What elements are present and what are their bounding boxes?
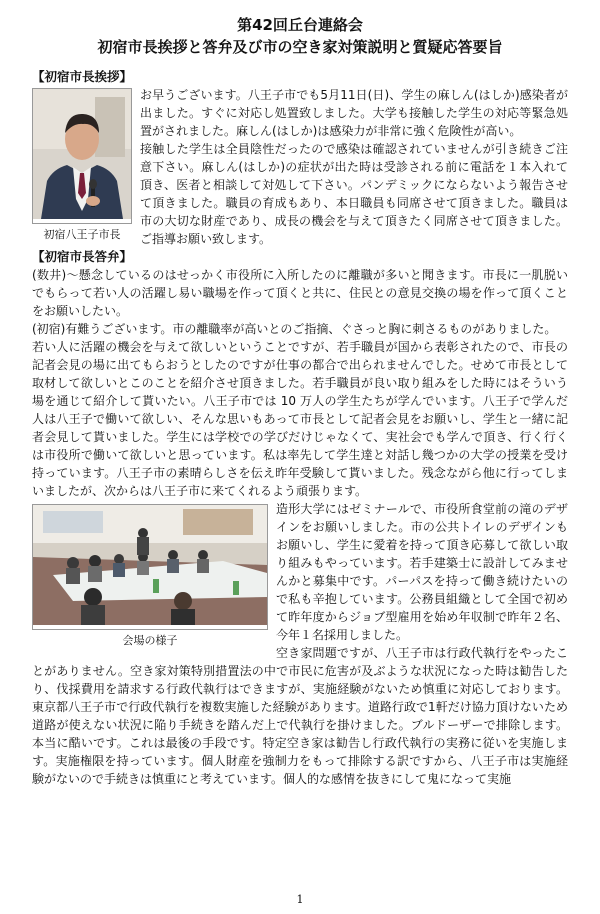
answers-paragraph-design: 造形大学にはゼミナールで、市役所食堂前の滝のデザインをお願いしました。市の公共トイレのデザインもお願いし、学生に愛着を持って頂き応募して欲しい取り組みもやっています。若手建築士に設計してみませんかと募集中です。パーパスを持って働き続けたいので私も辛抱しています。公務員組織として全国で初めて昨年度からジョブ型雇用を始め年収制で昨年２名、今年１名採用しました。 (276, 502, 568, 642)
section-heading-answers: 【初宿市長答弁】 (32, 249, 133, 264)
answers-paragraph-young-staff: 若い人に活躍の機会を与えて欲しいということですが、若手職員が国から表彰されたので、市長の記者会見の場に出てもらおうとしたのですが仕事の都合で出られませんでした。せめて市長として取材して欲しいとこのことを紹介させ頂きました。若手職員が良い取り組みをした時にはそういう場を通じて紹介して貰いたい。八王子市では 10 万人の学生たちが学んでいます。八王子で学んだ人は八王子で働いて欲しい、そんな思いもあって市長として記者会見をお願いし、学生と一緒に記者会見して貰いました。学生には学校での学びだけじゃなくて、実社会でも学んで頂き、行く行くは市役所で働いて欲しいと思っています。私は率先して学生達と対話し幾つかの大学の授業を受け持っています。八王子市の素晴らしさを伝え昨年受験して貰いました。残念ながら他に行ってしまいましたが、次からは八王子市に来てくれるよう頑張ります。 (32, 340, 568, 498)
mayor-photo-figure (32, 88, 132, 243)
venue-photo (32, 504, 268, 630)
meeting-title: 第42回丘台連絡会 (237, 16, 363, 34)
mayor-photo (32, 88, 132, 224)
section-heading-greeting: 【初宿市長挨拶】 (32, 69, 133, 84)
venue-photo-caption: 会場の様子 (122, 634, 178, 647)
venue-photo-figure (32, 504, 268, 649)
document-title (32, 14, 568, 58)
mayor-photo-caption: 初宿八王子市長 (43, 228, 121, 241)
document-subtitle: 初宿市長挨拶と答弁及び市の空き家対策説明と質疑応答要旨 (97, 38, 503, 56)
greeting-paragraph-2: 接触した学生は全員陰性だったので感染は確認されていませんが引き続きご注意下さい。麻しん(はしか)の症状が出た時は受診される前に電話を１本入れて頂き、医者と相談して対処して下さい。パンデミックにならないよう報告させて頂きました。職員の育成もあり、本日職員も同席させて頂きました。職員は市の大切な財産であり、成長の機会を与えて頂きたく同席させて頂きました。ご指導お願い致します。 (140, 142, 568, 246)
page-number: 1 (296, 893, 304, 906)
answers-paragraph-question: (数井)～懸念しているのはせっかく市役所に入所したのに離職が多いと聞きます。市長に一肌脱いでもらって若い人の活躍し易い職場を作って頂くと共に、住民との意見交換の場を作って頂くことをお願いしたい。 (32, 268, 568, 318)
answers-paragraph-vacant-houses: 空き家問題ですが、八王子市は行政代執行をやったことがありません。空き家対策特別措置法の中で市民に危害が及ぶような状況になった時は勧告したり、伐採費用を請求する行政代執行はできますが、実施経験がないため慎重に対応しております。東京都八王子市で行政代執行を複数実施した経験があります。道路行政で1軒だけ協力頂けないため道路が使えない状況に陥り手続きを踏んだ上で代執行を掛けました。ブルドーザーで排除します。本当に酷いです。これは最後の手段です。特定空き家は勧告し行政代執行の実務に従いを実施します。実施権限を持っています。個人財産を強制力をもって排除する訳ですから、八王子市は実施経験がないので手続きは慎重にと考えています。個人的な感情を抜きにして鬼になって実施 (32, 646, 568, 786)
answers-paragraph-reply: (初宿)有難うございます。市の離職率が高いとのご指摘、ぐさっと胸に刺さるものがありました。 (32, 322, 557, 336)
greeting-paragraph-1: お早うございます。八王子市でも5月11日(日)、学生の麻しん(はしか)感染者が出ました。すぐに対応し処置致しました。大学も接触した学生の対応等緊急処置がされました。麻しん(はしか)は感染力が非常に強く危険性が高い。 (140, 88, 568, 138)
